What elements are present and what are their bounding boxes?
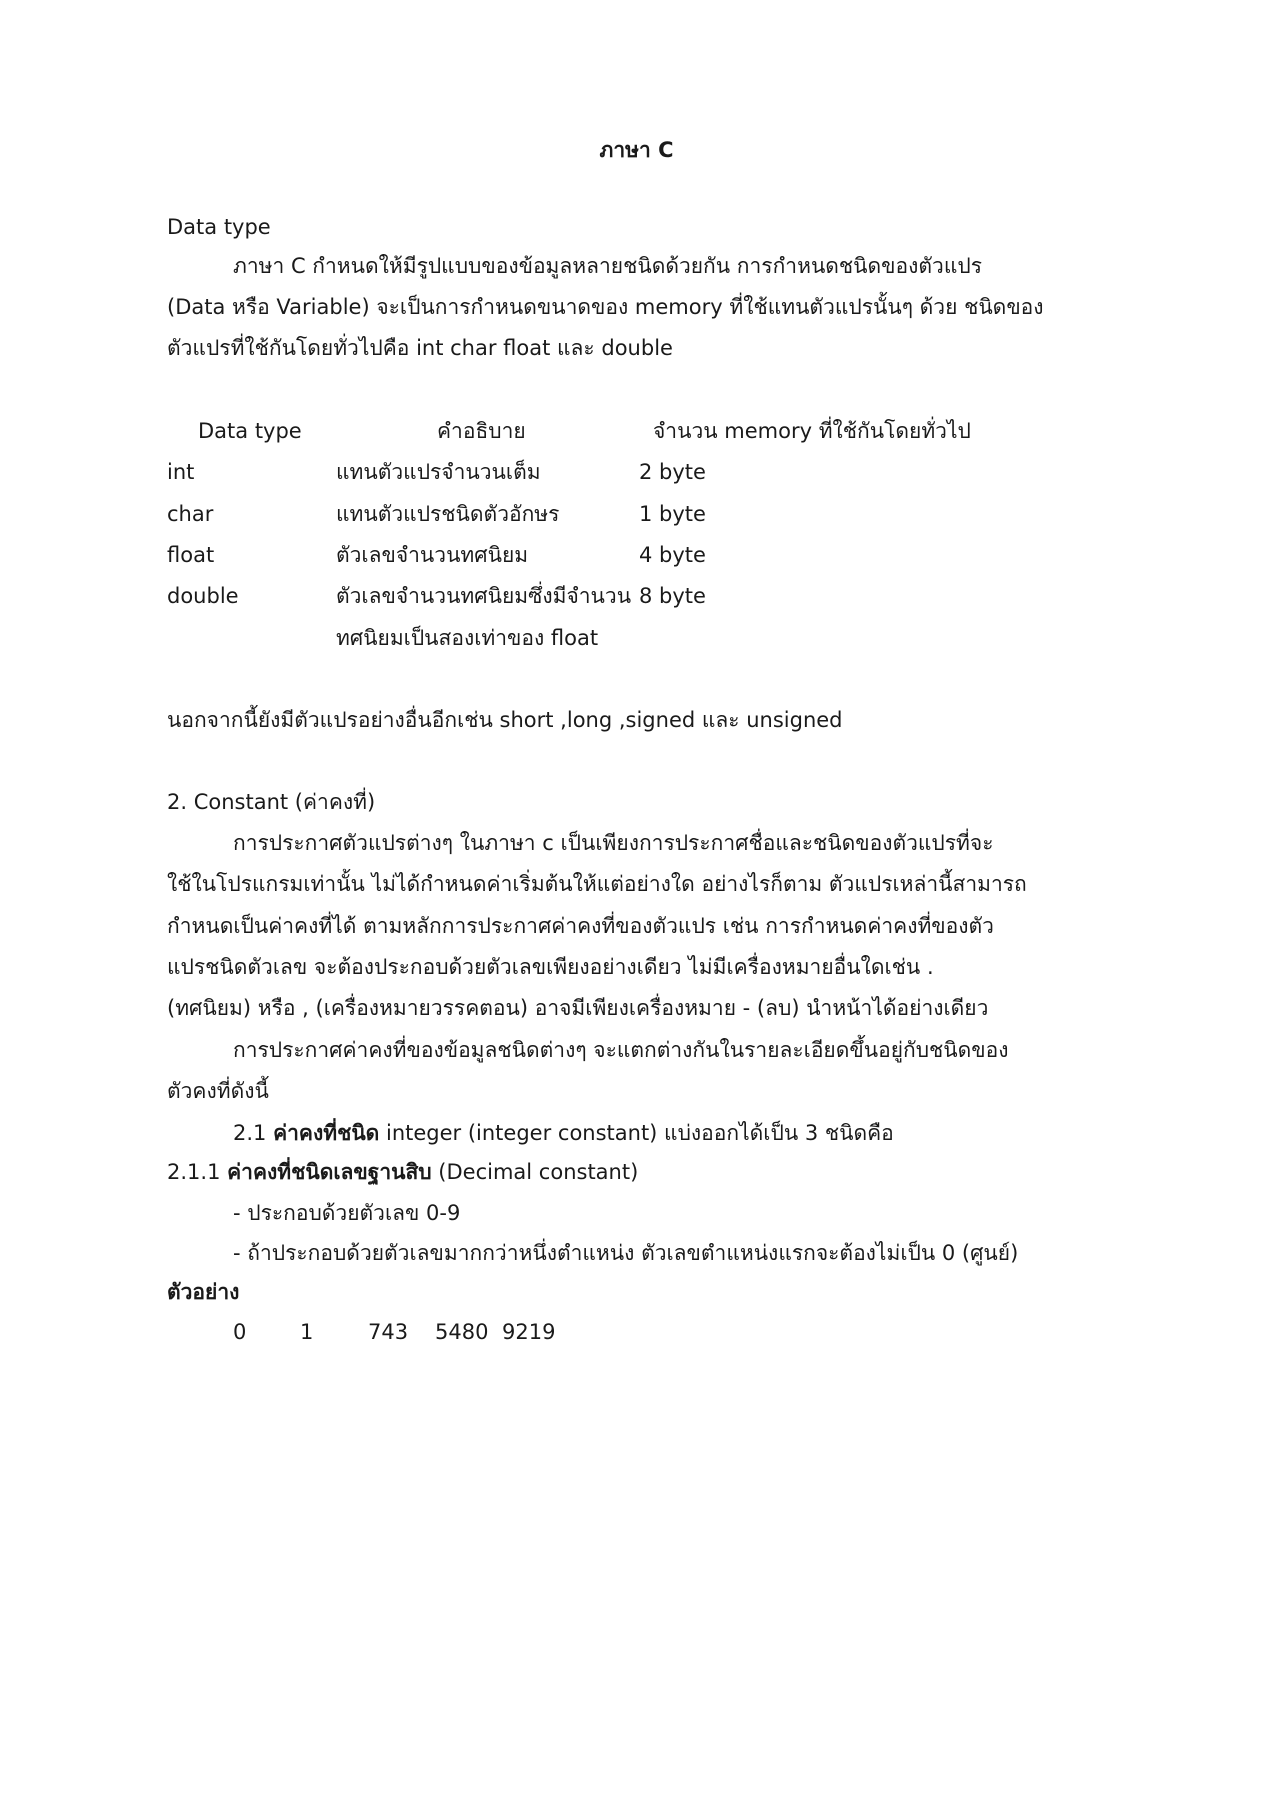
example-value: 5480 [435, 1320, 489, 1344]
bullet-line: - ประกอบด้วยตัวเลข 0-9 [233, 1201, 461, 1225]
subsection-number: 2.1.1 [167, 1160, 228, 1184]
example-label: ตัวอย่าง [167, 1280, 240, 1304]
table-cell-memory: 4 byte [639, 543, 706, 567]
table-cell-description-continuation: ทศนิยมเป็นสองเท่าของ float [336, 626, 599, 650]
example-value: 743 [368, 1320, 409, 1344]
table-cell-type: char [167, 502, 214, 526]
subsection-bold-label: ค่าคงที่ชนิดเลขฐานสิบ [227, 1160, 432, 1184]
paragraph-line: ภาษา C กำหนดให้มีรูปแบบของข้อมูลหลายชนิดด้วยกัน การกำหนดชนิดของตัวแปร [233, 254, 982, 278]
table-cell-memory: 1 byte [639, 502, 706, 526]
note-line: นอกจากนี้ยังมีตัวแปรอย่างอื่นอีกเช่น short ,long ,signed และ unsigned [167, 708, 843, 732]
table-cell-type: double [167, 584, 239, 608]
paragraph-line: กำหนดเป็นค่าคงที่ได้ ตามหลักการประกาศค่าคงที่ของตัวแปร เช่น การกำหนดค่าคงที่ของตัว [167, 914, 994, 938]
example-value: 9219 [502, 1320, 556, 1344]
example-value: 1 [300, 1320, 314, 1344]
bullet-line: - ถ้าประกอบด้วยตัวเลขมากกว่าหนึ่งตำแหน่ง ตัวเลขตำแหน่งแรกจะต้องไม่เป็น 0 (ศูนย์) [233, 1241, 1019, 1265]
table-header-memory: จำนวน memory ที่ใช้กันโดยทั่วไป [653, 419, 971, 443]
table-cell-type: float [167, 543, 215, 567]
table-cell-type: int [167, 460, 195, 484]
table-header-description: คำอธิบาย [437, 419, 526, 443]
table-cell-description: ตัวเลขจำนวนทศนิยมซึ่งมีจำนวน [336, 584, 632, 608]
paragraph-line: แปรชนิดตัวเลข จะต้องประกอบด้วยตัวเลขเพียงอย่างเดียว ไม่มีเครื่องหมายอื่นใดเช่น . [167, 955, 934, 979]
subsection-heading-2-1 [233, 1123, 894, 1144]
paragraph-line: การประกาศตัวแปรต่างๆ ในภาษา c เป็นเพียงการประกาศชื่อและชนิดของตัวแปรที่จะ [233, 831, 994, 855]
subsection-rest: (Decimal constant) [431, 1160, 639, 1184]
paragraph-line: ใช้ในโปรแกรมเท่านั้น ไม่ได้กำหนดค่าเริ่มต้นให้แต่อย่างใด อย่างไรก็ตาม ตัวแปรเหล่านี้สามารถ [167, 872, 1027, 896]
table-cell-description: แทนตัวแปรจำนวนเต็ม [336, 460, 541, 484]
section-heading-data-type: Data type [167, 215, 271, 239]
subsection-rest: integer (integer constant) แบ่งออกได้เป็น 3 ชนิดคือ [379, 1121, 894, 1145]
paragraph-line: ตัวคงที่ดังนี้ [167, 1079, 269, 1103]
subsection-number: 2.1 [233, 1121, 274, 1145]
paragraph-line: (Data หรือ Variable) จะเป็นการกำหนดขนาดของ memory ที่ใช้แทนตัวแปรนั้นๆ ด้วย ชนิดของ [167, 295, 1044, 319]
paragraph-line: (ทศนิยม) หรือ , (เครื่องหมายวรรคตอน) อาจมีเพียงเครื่องหมาย - (ลบ) นำหน้าได้อย่างเดียว [167, 996, 989, 1020]
section-heading-constant: 2. Constant (ค่าคงที่) [167, 790, 376, 814]
table-cell-description: แทนตัวแปรชนิดตัวอักษร [336, 502, 560, 526]
table-header-data-type: Data type [198, 419, 302, 443]
page-title: ภาษา C [599, 138, 674, 162]
example-value: 0 [233, 1320, 247, 1344]
subsection-heading-2-1-1 [167, 1162, 638, 1183]
table-cell-description: ตัวเลขจำนวนทศนิยม [336, 543, 529, 567]
paragraph-line: การประกาศค่าคงที่ของข้อมูลชนิดต่างๆ จะแตกต่างกันในรายละเอียดขึ้นอยู่กับชนิดของ [233, 1038, 1009, 1062]
table-cell-memory: 8 byte [639, 584, 706, 608]
subsection-bold-label: ค่าคงที่ชนิด [273, 1121, 380, 1145]
paragraph-line: ตัวแปรที่ใช้กันโดยทั่วไปคือ int char float และ double [167, 336, 673, 360]
table-cell-memory: 2 byte [639, 460, 706, 484]
